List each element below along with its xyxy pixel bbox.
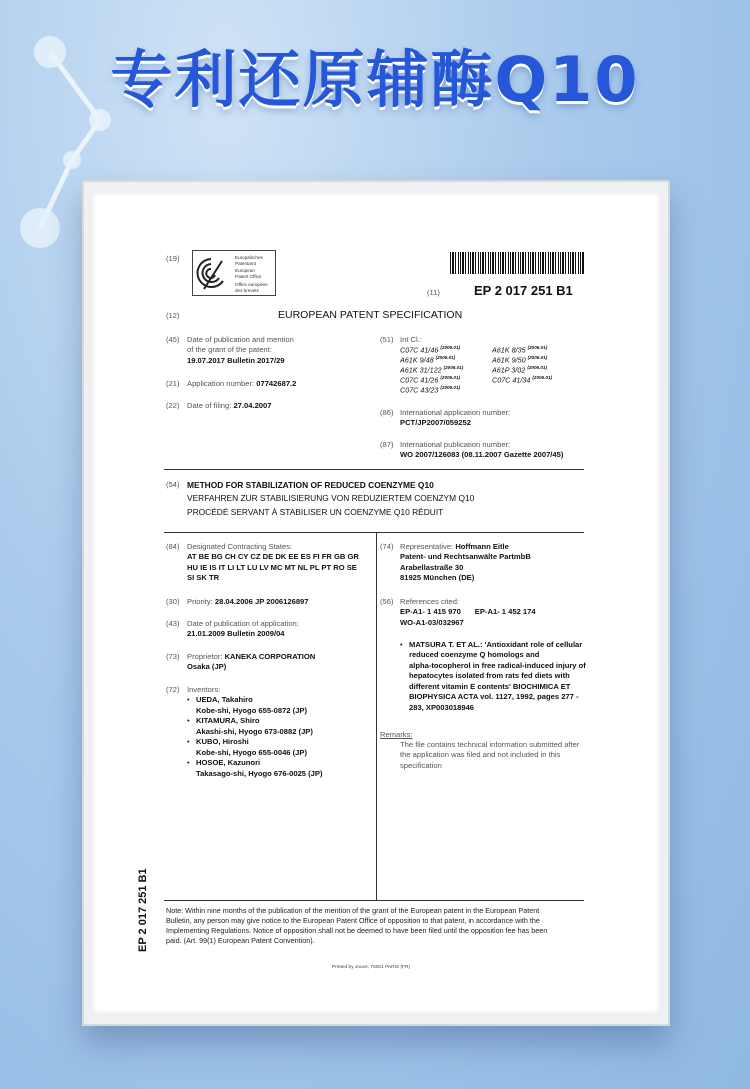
grant-date-value: 19.07.2017 Bulletin 2017/29 bbox=[187, 355, 285, 365]
page-headline: 专利还原辅酶Q10 bbox=[110, 43, 640, 116]
field-tag-74: (74) bbox=[380, 542, 394, 551]
representative-line: 81925 München (DE) bbox=[400, 573, 475, 583]
representative-name: Hoffmann Eitle bbox=[455, 542, 509, 551]
contracting-states-label: Designated Contracting States: bbox=[187, 542, 293, 551]
citation-line: BIOPHYSICA ACTA vol. 1127, 1992, pages 277 - bbox=[409, 692, 579, 702]
title-french: PROCÉDÉ SERVANT À STABILISER UN COENZYME Q10 RÉDUIT bbox=[187, 506, 444, 517]
application-number-value: 07742687.2 bbox=[256, 379, 297, 388]
field-tag-19: (19) bbox=[166, 254, 180, 263]
reference-item: WO-A1-03/032967 bbox=[400, 617, 464, 627]
side-publication-number: EP 2 017 251 B1 bbox=[137, 868, 149, 952]
application-publication-value: 21.01.2009 Bulletin 2009/04 bbox=[187, 629, 285, 639]
office-line: European bbox=[235, 268, 255, 274]
grant-date-label-2: of the grant of the patent: bbox=[187, 345, 272, 355]
contracting-states-line: SI SK TR bbox=[187, 573, 220, 583]
application-publication-label: Date of publication of application: bbox=[187, 619, 299, 628]
spec-title: EUROPEAN PATENT SPECIFICATION bbox=[278, 309, 463, 321]
office-line: Europäisches bbox=[235, 255, 263, 260]
citation-line: different vitamin E contents' BIOCHIMICA ET bbox=[409, 681, 571, 691]
title-german: VERFAHREN ZUR STABILISIERUNG VON REDUZIERTEM COENZYM Q10 bbox=[187, 493, 475, 504]
representative-label: Representative: bbox=[400, 542, 454, 551]
filing-date-label: Date of filing: bbox=[187, 401, 232, 410]
int-cl-code: A61P 3/02 $^{(2006.01)}$ bbox=[492, 365, 547, 375]
field-tag-87: (87) bbox=[380, 440, 394, 449]
barcode bbox=[450, 252, 584, 274]
epo-logo-box bbox=[192, 250, 276, 296]
int-cl-code: A61K 9/50 $^{(2006.01)}$ bbox=[492, 355, 548, 365]
inventors-label: Inventors: bbox=[187, 685, 221, 694]
int-cl-code: C07C 41/26 $^{(2006.01)}$ bbox=[400, 375, 461, 385]
int-cl-code: C07C 41/34 $^{(2006.01)}$ bbox=[492, 375, 553, 385]
citation-block bbox=[409, 640, 589, 713]
proprietor-label: Proprietor: bbox=[187, 652, 223, 661]
field-tag-12: (12) bbox=[166, 311, 180, 320]
inventor-item: • KUBO, Hiroshi Kobe-shi, Hyogo 655-0046 (JP) bbox=[196, 737, 373, 758]
field-tag-22: (22) bbox=[166, 401, 180, 410]
int-cl-code: C07C 43/23 $^{(2006.01)}$ bbox=[400, 385, 461, 395]
title-english: METHOD FOR STABILIZATION OF REDUCED COENZYME Q10 bbox=[187, 480, 434, 490]
representative-line: Patent- und Rechtsanwälte PartmbB bbox=[400, 552, 531, 562]
intl-application-value: PCT/JP2007/059252 bbox=[400, 418, 471, 428]
field-tag-11: (11) bbox=[427, 288, 440, 297]
field-tag-54: (54) bbox=[166, 480, 180, 489]
filing-date-value: 27.04.2007 bbox=[233, 401, 272, 410]
opposition-note: Note: Within nine months of the publication of the mention of the grant of the European patent in the European Patent Bulletin, any person may give notice to the European Patent Office of opposition to that patent, in accordance with the Implementing Regulations. Notice of opposition shall not be deemed to have been filed until the opposition fee has been paid. (Art. 99(1) European Patent Convention). bbox=[166, 906, 548, 945]
citation-line: alpha-tocopherol in free radical-induced injury of bbox=[409, 660, 586, 670]
printer-line: Printed by Jouve, 75001 PARIS (FR) bbox=[332, 965, 411, 970]
citation-line: hepatocytes isolated from rats fed diets with bbox=[409, 671, 570, 681]
contracting-states-line: AT BE BG CH CY CZ DE DK EE ES FI FR GB GR bbox=[187, 552, 359, 562]
int-cl-code: A61K 31/122 $^{(2006.01)}$ bbox=[400, 365, 464, 375]
int-cl-code: A61K 9/48 $^{(2006.01)}$ bbox=[400, 355, 456, 365]
office-line: Office européen bbox=[235, 281, 268, 287]
divider bbox=[164, 469, 584, 470]
int-cl-code: C07C 41/46 $^{(2006.01)}$ bbox=[400, 345, 461, 355]
int-cl-label: Int Cl.: bbox=[400, 335, 422, 344]
application-number-label: Application number: bbox=[187, 379, 255, 388]
citation-line: MATSURA T. ET AL.: 'Antioxidant role of cellular bbox=[409, 640, 583, 649]
citation-line: reduced coenzyme Q homologs and bbox=[409, 650, 540, 660]
proprietor-value: KANEKA CORPORATION bbox=[224, 652, 316, 661]
field-tag-43: (43) bbox=[166, 619, 180, 628]
office-line: Patent Office bbox=[235, 274, 262, 280]
divider bbox=[164, 532, 584, 533]
inventor-item: • HOSOE, Kazunori Takasago-shi, Hyogo 676-0025 (JP) bbox=[196, 758, 373, 779]
reference-item: EP-A1- 1 452 174 bbox=[474, 607, 536, 617]
contracting-states-line: HU IE IS IT LI LT LU LV MC MT NL PL PT RO SE bbox=[187, 562, 357, 572]
field-tag-84: (84) bbox=[166, 542, 180, 551]
proprietor-city: Osaka (JP) bbox=[187, 662, 227, 672]
office-line: des brevets bbox=[235, 287, 259, 293]
field-tag-73: (73) bbox=[166, 652, 180, 661]
publication-number: EP 2 017 251 B1 bbox=[474, 283, 573, 298]
priority-label: Priority: bbox=[187, 597, 213, 606]
divider bbox=[164, 900, 584, 901]
int-cl-code: A61K 8/35 $^{(2006.01)}$ bbox=[492, 345, 548, 355]
inventor-item: • UEDA, Takahiro Kobe-shi, Hyogo 655-0872 (JP) bbox=[196, 695, 373, 716]
field-tag-86: (86) bbox=[380, 408, 394, 417]
representative-line: Arabellastraße 30 bbox=[400, 562, 464, 572]
citation-line: 283, XP003018946 bbox=[409, 702, 475, 712]
field-tag-30: (30) bbox=[166, 597, 180, 606]
grant-date-label: Date of publication and mention bbox=[187, 335, 294, 344]
patent-document bbox=[92, 192, 660, 1014]
intl-publication-label: International publication number: bbox=[400, 440, 511, 449]
reference-item: EP-A1- 1 415 970 bbox=[400, 607, 461, 617]
field-tag-21: (21) bbox=[166, 379, 180, 388]
inventor-item: • KITAMURA, Shiro Akashi-shi, Hyogo 673-0882 (JP) bbox=[196, 716, 373, 737]
field-tag-56: (56) bbox=[380, 597, 394, 606]
priority-value: 28.04.2006 JP 2006126897 bbox=[214, 597, 309, 606]
remarks-text: The file contains technical information submitted after the application was filed and not included in this specification bbox=[400, 740, 580, 770]
field-tag-51: (51) bbox=[380, 335, 394, 344]
epo-logo-icon bbox=[196, 255, 226, 293]
field-tag-45: (45) bbox=[166, 335, 180, 344]
references-label: References cited: bbox=[400, 597, 460, 606]
intl-publication-value: WO 2007/126083 (08.11.2007 Gazette 2007/45) bbox=[400, 450, 564, 460]
intl-application-label: International application number: bbox=[400, 408, 511, 417]
remarks-label: Remarks: bbox=[380, 730, 413, 739]
column-divider bbox=[376, 532, 377, 900]
office-line: Patentamt bbox=[235, 260, 256, 266]
field-tag-72: (72) bbox=[166, 685, 180, 694]
